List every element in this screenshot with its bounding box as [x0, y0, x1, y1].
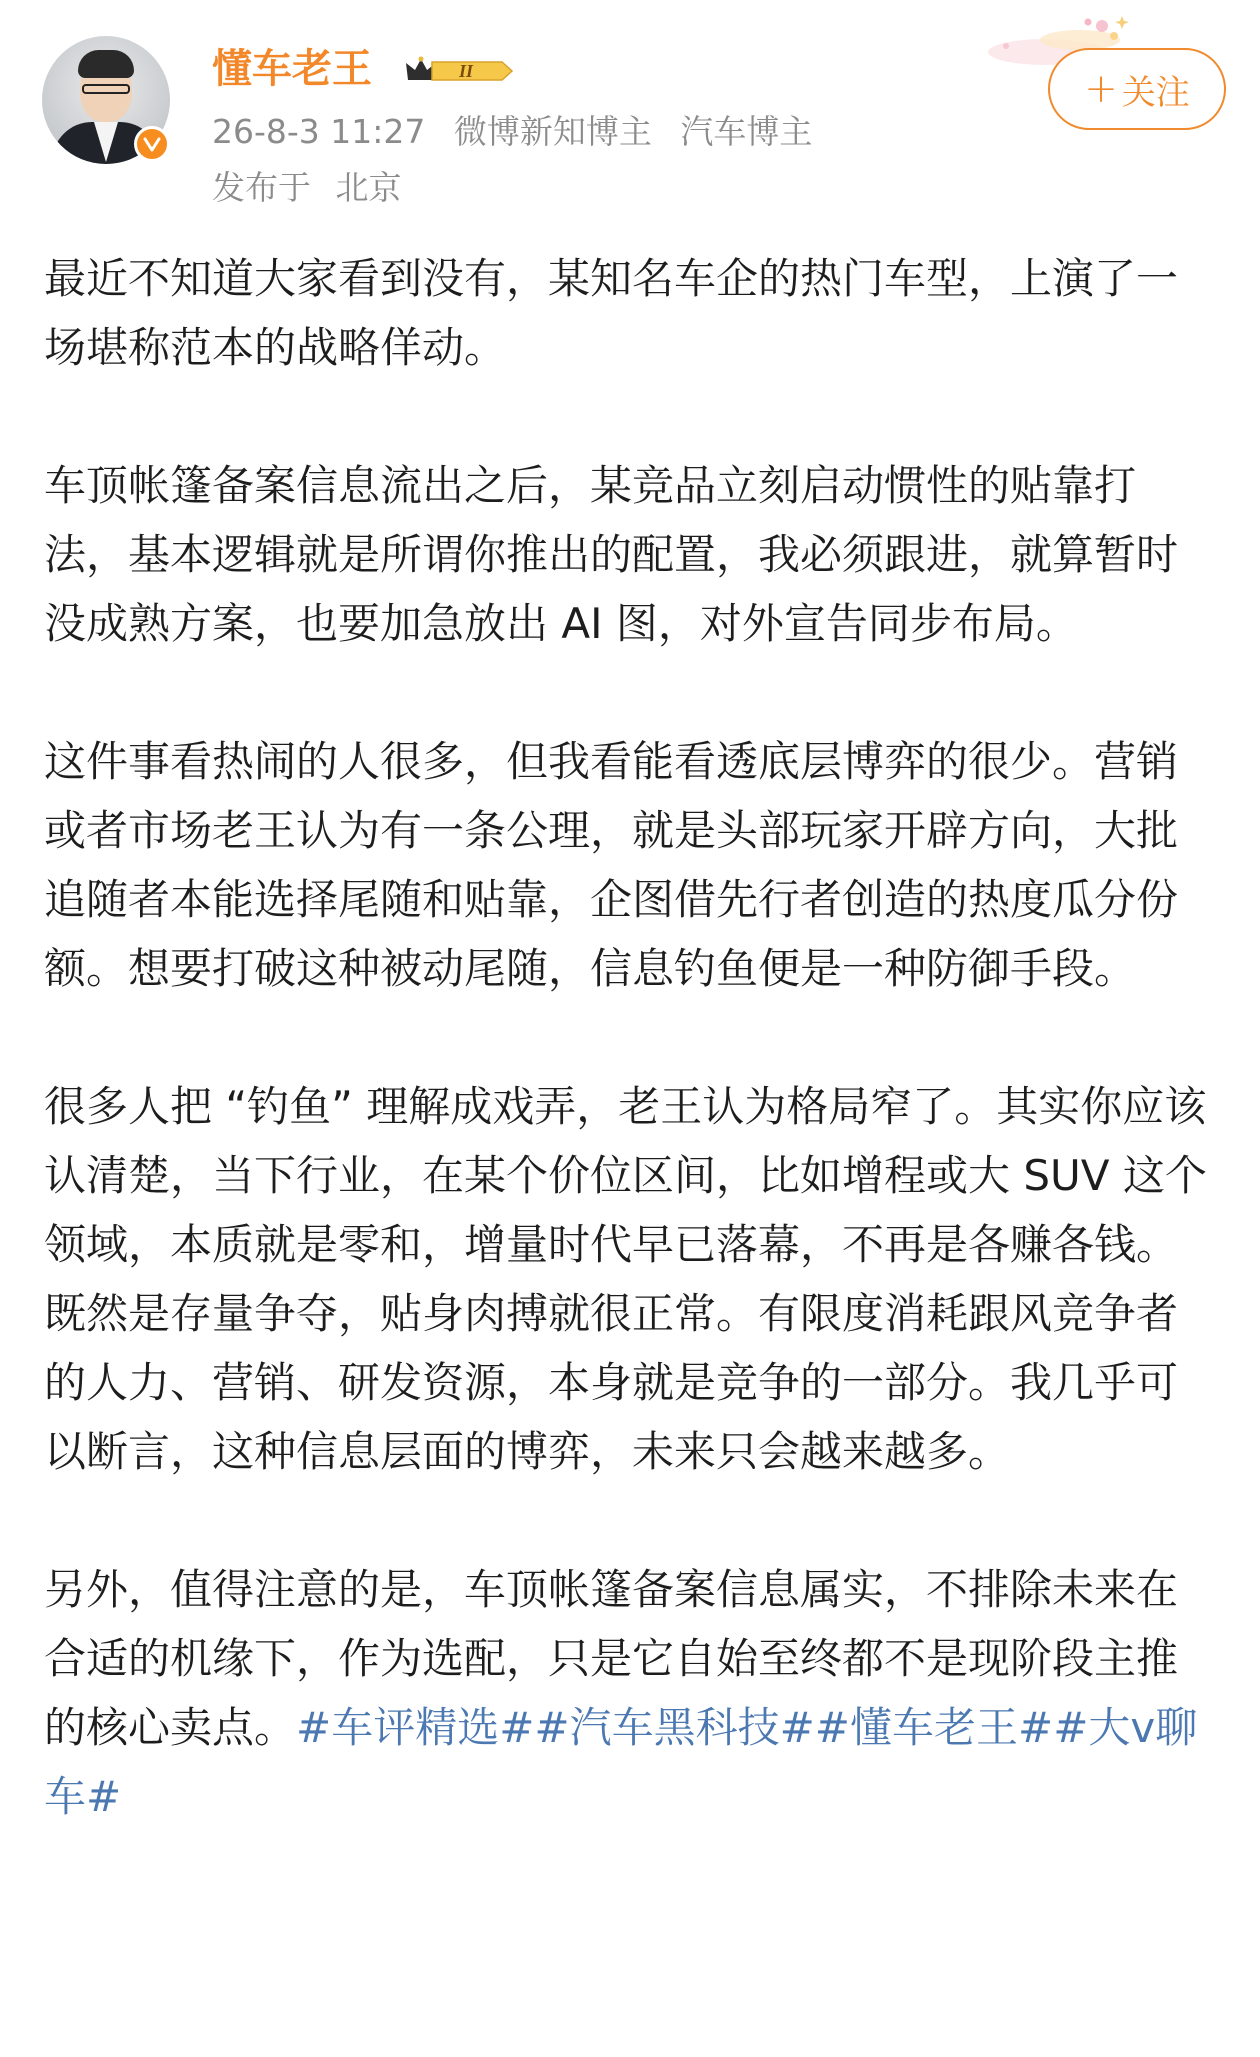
follow-button-label: 关注	[1121, 72, 1190, 113]
plus-icon: +	[1084, 66, 1118, 112]
member-level-badge-icon[interactable]	[402, 54, 520, 88]
hashtag-link[interactable]: #大v聊车#	[44, 1703, 1198, 1821]
follow-button[interactable]	[1048, 48, 1226, 130]
post-paragraph-2: 车顶帐篷备案信息流出之后，某竞品立刻启动惯性的贴靠打法，基本逻辑就是所谓你推出的配置，我必须跟进，就算暂时没成熟方案，也要加急放出 AI 图，对外宣告同步布局。	[44, 461, 1179, 648]
post-body	[44, 244, 1212, 1831]
username[interactable]: 懂车老王	[212, 46, 372, 92]
post-location	[212, 168, 402, 208]
hashtag-link[interactable]: #汽车黑科技#	[534, 1703, 815, 1752]
verified-v-icon	[142, 134, 162, 154]
verified-icon	[134, 126, 170, 162]
hashtag-link[interactable]: #懂车老王#	[814, 1703, 1054, 1752]
post-paragraph-1: 最近不知道大家看到没有，某知名车企的热门车型，上演了一场堪称范本的战略佯动。	[44, 254, 1179, 372]
post-paragraph-5	[44, 1555, 1212, 1831]
location-name: 北京	[335, 168, 402, 207]
post-paragraph-5-text: 另外，值得注意的是，车顶帐篷备案信息属实，不排除未来在合适的机缘下，作为选配，只是它自始至终都不是现阶段主推的核心卖点。	[44, 1565, 1179, 1752]
post-meta	[212, 112, 812, 152]
author-title-1: 微博新知博主	[453, 112, 652, 151]
avatar-hair	[78, 50, 134, 78]
hashtag-link[interactable]: #车评精选#	[296, 1703, 535, 1752]
post-paragraph-4: 很多人把 “钓鱼” 理解成戏弄，老王认为格局窄了。其实你应该认清楚，当下行业，在某个价位区间，比如增程或大 SUV 这个领域，本质就是零和，增量时代早已落幕，不再是各赚各钱。既然是存量争夺，贴身肉搏就很正常。有限度消耗跟风竞争者的人力、营销、研发资源，本身就是竞争的一部分。我几乎可以断言，这种信息层面的博弈，未来只会越来越多。	[44, 1082, 1207, 1476]
location-prefix: 发布于	[212, 168, 311, 207]
author-title-2: 汽车博主	[680, 112, 813, 151]
level-badge-text: II	[458, 61, 474, 81]
post-timestamp: 26-8-3 11:27	[212, 112, 426, 151]
avatar-glasses	[82, 84, 130, 94]
post-header	[0, 0, 1260, 230]
post-paragraph-3: 这件事看热闹的人很多，但我看能看透底层博弈的很少。营销或者市场老王认为有一条公理，就是头部玩家开辟方向，大批追随者本能选择尾随和贴靠，企图借先行者创造的热度瓜分份额。想要打破这种被动尾随，信息钓鱼便是一种防御手段。	[44, 737, 1179, 993]
